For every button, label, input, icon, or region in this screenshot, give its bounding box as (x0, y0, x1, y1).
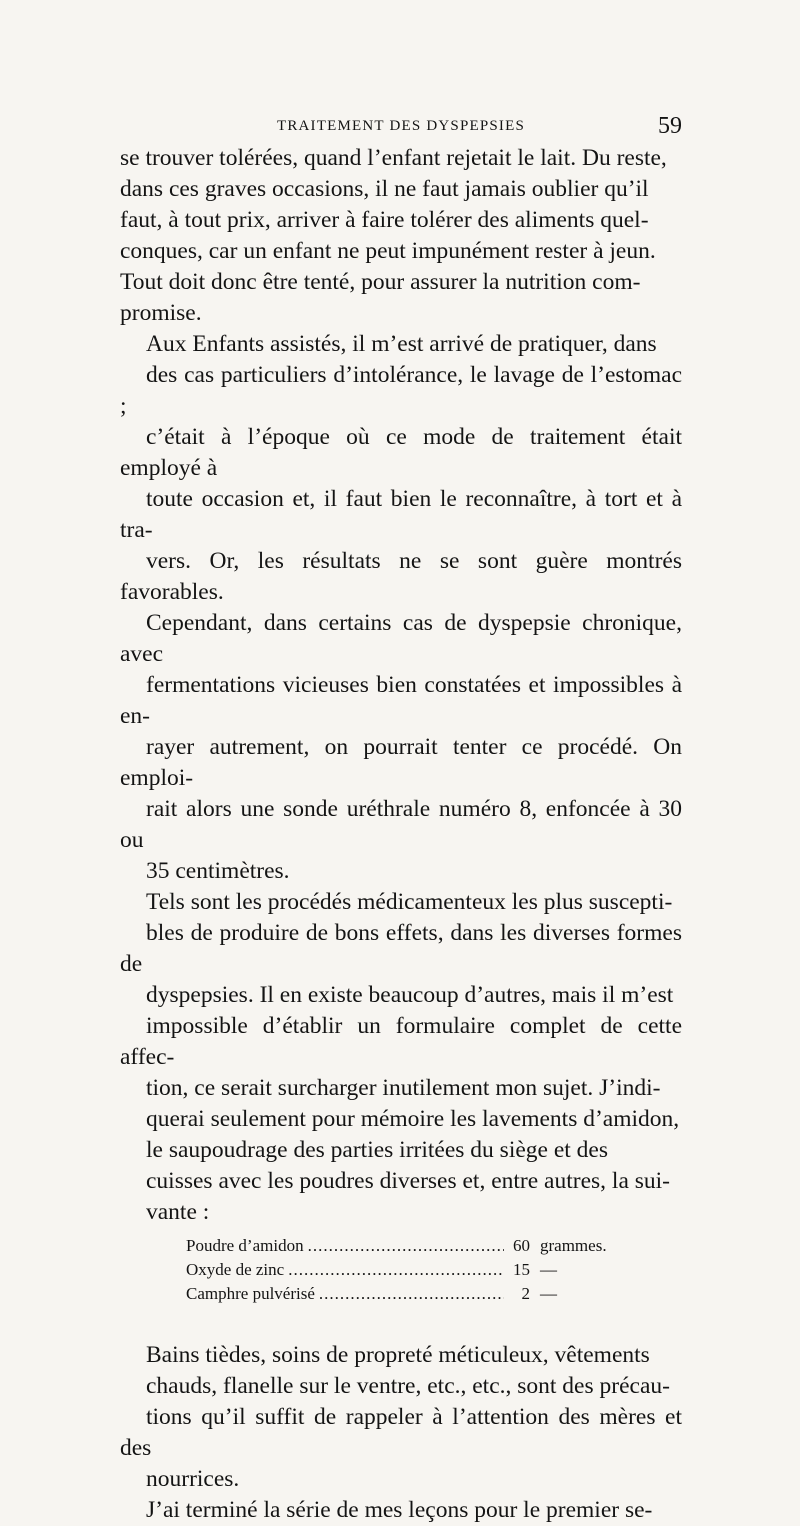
paragraph (120, 1340, 682, 1495)
text-line: fermentations vicieuses bien constatées et impossibles à en- (120, 672, 682, 729)
text-line: J’ai terminé la série de mes leçons pour le premier se- (146, 1497, 653, 1523)
text-line: nourrices. (146, 1466, 240, 1492)
paragraph (120, 143, 682, 329)
ingredient-name: Oxyde de zinc (186, 1260, 285, 1279)
paragraphs-before-recipe (120, 143, 682, 1228)
text-line: bles de produire de bons effets, dans les diverses formes de (120, 920, 682, 977)
leader-dots (308, 1234, 504, 1258)
leader-dots (319, 1282, 504, 1306)
paragraph (120, 329, 682, 887)
text-line: c’était à l’époque où ce mode de traitement était employé à (120, 424, 682, 481)
text-line: le saupoudrage des parties irritées du siège et des (146, 1137, 609, 1163)
text-line: se trouver tolérées, quand l’enfant rejetait le lait. Du reste, (120, 145, 667, 171)
recipe-row (186, 1234, 626, 1258)
text-line: rait alors une sonde uréthrale numéro 8, enfoncée à 30 ou (120, 796, 682, 853)
paragraph (120, 887, 682, 1228)
text-line: vante : (146, 1199, 210, 1225)
text-line: conques, car un enfant ne peut impunément rester à jeun. (120, 238, 656, 264)
ingredient-name: Camphre pulvérisé (186, 1284, 315, 1303)
body-text (120, 143, 682, 1526)
text-line: querai seulement pour mémoire les lavements d’amidon, (146, 1106, 680, 1132)
recipe-table (186, 1234, 626, 1306)
text-line: tions qu’il suffit de rappeler à l’attention des mères et des (120, 1404, 682, 1461)
ingredient-unit: — (540, 1260, 557, 1279)
ingredient-quantity: 15 (513, 1260, 530, 1279)
ingredient-unit: — (540, 1284, 557, 1303)
text-line: rayer autrement, on pourrait tenter ce procédé. On emploi- (120, 734, 682, 791)
ingredient-unit: grammes. (540, 1236, 607, 1255)
text-line: 35 centimètres. (146, 858, 290, 884)
paragraphs-after-recipe (120, 1340, 682, 1526)
ingredient-quantity: 2 (521, 1284, 530, 1303)
text-line: Aux Enfants assistés, il m’est arrivé de pratiquer, dans (146, 331, 657, 357)
text-line: Tout doit donc être tenté, pour assurer la nutrition com- (120, 269, 641, 295)
text-line: Bains tièdes, soins de propreté méticuleux, vêtements (146, 1342, 650, 1368)
page-header (120, 110, 682, 146)
recipe-row (186, 1282, 626, 1306)
text-line: promise. (120, 300, 202, 326)
ingredient-quantity: 60 (513, 1236, 530, 1255)
text-line: toute occasion et, il faut bien le reconnaître, à tort et à tra- (120, 486, 682, 543)
paragraph (120, 1495, 682, 1526)
text-line: vers. Or, les résultats ne se sont guère montrés favorables. (120, 548, 682, 605)
text-line: Tels sont les procédés médicamenteux les plus suscepti- (146, 889, 673, 915)
text-line: dans ces graves occasions, il ne faut jamais oublier qu’il (120, 176, 649, 202)
text-line: tion, ce serait surcharger inutilement mon sujet. J’indi- (146, 1075, 661, 1101)
text-line: impossible d’établir un formulaire complet de cette affec- (120, 1013, 682, 1070)
text-line: faut, à tout prix, arriver à faire tolérer des aliments quel- (120, 207, 649, 233)
ingredient-name: Poudre d’amidon (186, 1236, 304, 1255)
page-number: 59 (658, 113, 682, 139)
text-line: cuisses avec les poudres diverses et, entre autres, la sui- (146, 1168, 670, 1194)
running-title: TRAITEMENT DES DYSPEPSIES (276, 118, 526, 134)
text-line: des cas particuliers d’intolérance, le lavage de l’estomac ; (120, 362, 682, 419)
text-line: chauds, flanelle sur le ventre, etc., etc., sont des précau- (146, 1373, 670, 1399)
text-line: dyspepsies. Il en existe beaucoup d’autres, mais il m’est (146, 982, 674, 1008)
text-line: Cependant, dans certains cas de dyspepsie chronique, avec (120, 610, 682, 667)
